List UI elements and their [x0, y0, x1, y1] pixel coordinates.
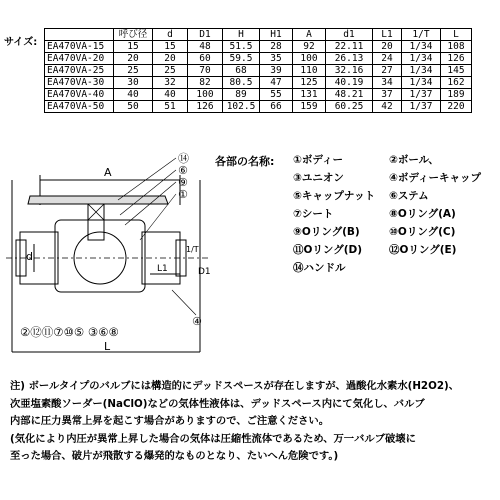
valve-drawing — [0, 140, 215, 365]
table-cell: 15 — [114, 41, 153, 53]
part-item: ⑫Oリング(E) — [389, 244, 457, 256]
parts-title: 各部の名称: — [215, 155, 275, 168]
table-cell: 1/34 — [402, 41, 441, 53]
header-cell: L1 — [373, 29, 402, 41]
callout-14: ⑭ — [178, 152, 189, 165]
table-row — [45, 41, 472, 53]
note-line: 至った場合、破片が飛散する爆発的なものとなり、たいへん危険です。) — [10, 450, 339, 462]
table-cell: 125 — [293, 77, 326, 89]
table-cell: 39 — [260, 65, 293, 77]
table-cell: 25 — [153, 65, 188, 77]
table-row — [45, 77, 472, 89]
part-item: ⑨Oリング(B) — [293, 226, 360, 238]
table-header-row — [45, 29, 472, 41]
table-cell: 42 — [373, 101, 402, 113]
table-row — [45, 65, 472, 77]
table-cell: 20 — [373, 41, 402, 53]
note-line: 次亜塩素酸ソーダー(NaClO)などの気体性液体は、デッドスペース内にて気化し、バルブ — [10, 397, 425, 410]
table-cell: 40.19 — [326, 77, 373, 89]
table-cell: 20 — [114, 53, 153, 65]
table-cell: 1/37 — [402, 89, 441, 101]
table-cell: 80.5 — [223, 77, 260, 89]
callout-4: ④ — [192, 315, 202, 328]
header-cell: D1 — [188, 29, 223, 41]
part-item: ⑭ハンドル — [293, 262, 346, 274]
label-d1: D1 — [198, 267, 211, 277]
table-cell: EA470VA-30 — [45, 77, 114, 89]
table-cell: EA470VA-25 — [45, 65, 114, 77]
label-1t: 1/T — [186, 245, 199, 254]
part-item: ⑩Oリング(C) — [389, 226, 456, 238]
table-cell: 89 — [223, 89, 260, 101]
table-cell: 92 — [293, 41, 326, 53]
table-cell: 47 — [260, 77, 293, 89]
table-cell: 1/37 — [402, 101, 441, 113]
part-item: ⑥ステム — [389, 190, 429, 202]
table-cell: 26.13 — [326, 53, 373, 65]
table-cell: 102.5 — [223, 101, 260, 113]
note-line: 内部に圧力異常上昇を起こす場合がありますので、ご注意ください。 — [10, 415, 329, 427]
table-cell: 1/34 — [402, 53, 441, 65]
leader-14 — [118, 158, 176, 200]
table-cell: 22.11 — [326, 41, 373, 53]
table-cell: 35 — [260, 53, 293, 65]
table-row — [45, 101, 472, 113]
callouts-bottom: ②⑫⑪⑦⑩⑤ ③⑥⑧ — [20, 325, 119, 339]
table-cell: EA470VA-20 — [45, 53, 114, 65]
header-cell: H — [223, 29, 260, 41]
table-cell: 1/34 — [402, 65, 441, 77]
table-cell: 30 — [114, 77, 153, 89]
table-cell: 24 — [373, 53, 402, 65]
table-cell: 32.16 — [326, 65, 373, 77]
table-cell: 110 — [293, 65, 326, 77]
table-cell: 68 — [223, 65, 260, 77]
part-item: ②ボール、 — [389, 154, 439, 166]
header-cell: d1 — [326, 29, 373, 41]
header-cell: d — [153, 29, 188, 41]
callout-6: ⑥ — [178, 164, 188, 177]
table-cell: 32 — [153, 77, 188, 89]
table-cell: 1/34 — [402, 77, 441, 89]
note-line: (気化により内圧が異常上昇した場合の気体は圧縮性流体であるため、万一バルブ破壊に — [10, 432, 416, 445]
table-cell: 159 — [293, 101, 326, 113]
table-cell: 162 — [441, 77, 472, 89]
part-item: ③ユニオン — [293, 172, 344, 184]
table-cell: 40 — [153, 89, 188, 101]
table-cell: 82 — [188, 77, 223, 89]
label-l: L — [104, 340, 111, 353]
callout-9: ⑨ — [178, 176, 188, 189]
table-cell: 66 — [260, 101, 293, 113]
header-cell: H1 — [260, 29, 293, 41]
table-cell: 220 — [441, 101, 472, 113]
parts-list — [293, 152, 499, 276]
callout-1: ① — [178, 188, 188, 201]
header-cell: L — [441, 29, 472, 41]
part-item: ⑦シート — [293, 208, 334, 220]
table-cell: 40 — [114, 89, 153, 101]
table-cell: 189 — [441, 89, 472, 101]
table-row — [45, 89, 472, 101]
table-cell: 131 — [293, 89, 326, 101]
leader-4 — [172, 290, 196, 315]
table-row — [45, 53, 472, 65]
part-item: ⑤キャップナット — [293, 190, 376, 202]
table-cell: 50 — [114, 101, 153, 113]
table-cell: 20 — [153, 53, 188, 65]
header-cell — [45, 29, 114, 41]
part-item: ⑧Oリング(A) — [389, 208, 456, 220]
table-cell: 48 — [188, 41, 223, 53]
table-cell: 27 — [373, 65, 402, 77]
table-cell: 51 — [153, 101, 188, 113]
table-cell: 60 — [188, 53, 223, 65]
table-cell: 48.21 — [326, 89, 373, 101]
label-d: d — [26, 250, 33, 263]
table-cell: 59.5 — [223, 53, 260, 65]
table-cell: 55 — [260, 89, 293, 101]
table-cell: 108 — [441, 41, 472, 53]
table-cell: EA470VA-50 — [45, 101, 114, 113]
table-cell: 28 — [260, 41, 293, 53]
table-cell: 25 — [114, 65, 153, 77]
label-l1: L1 — [157, 264, 168, 274]
table-cell: 34 — [373, 77, 402, 89]
handle-shape — [28, 196, 168, 204]
table-cell: 37 — [373, 89, 402, 101]
table-cell: 70 — [188, 65, 223, 77]
part-item: ⑪Oリング(D) — [293, 244, 363, 256]
note-line: 注) ボールタイプのバルブには構造的にデッドスペースが存在しますが、過酸化水素水(H2O2)、 — [10, 380, 460, 392]
caution-note — [10, 378, 498, 466]
header-cell: A — [293, 29, 326, 41]
spec-table — [44, 28, 472, 113]
label-a: A — [104, 166, 112, 179]
table-cell: EA470VA-15 — [45, 41, 114, 53]
part-item: ④ボディーキャップ — [389, 172, 482, 184]
table-cell: EA470VA-40 — [45, 89, 114, 101]
table-cell: 145 — [441, 65, 472, 77]
table-cell: 100 — [188, 89, 223, 101]
table-cell: 126 — [188, 101, 223, 113]
part-item: ①ボディー — [293, 154, 344, 166]
body-shape — [55, 220, 145, 292]
table-cell: 60.25 — [326, 101, 373, 113]
table-cell: 126 — [441, 53, 472, 65]
table-cell: 15 — [153, 41, 188, 53]
table-cell: 51.5 — [223, 41, 260, 53]
stem-shape — [88, 204, 104, 240]
size-label: サイズ: — [4, 37, 38, 48]
table-cell: 100 — [293, 53, 326, 65]
header-cell: 1/T — [402, 29, 441, 41]
header-cell: 呼び径 — [114, 29, 153, 41]
